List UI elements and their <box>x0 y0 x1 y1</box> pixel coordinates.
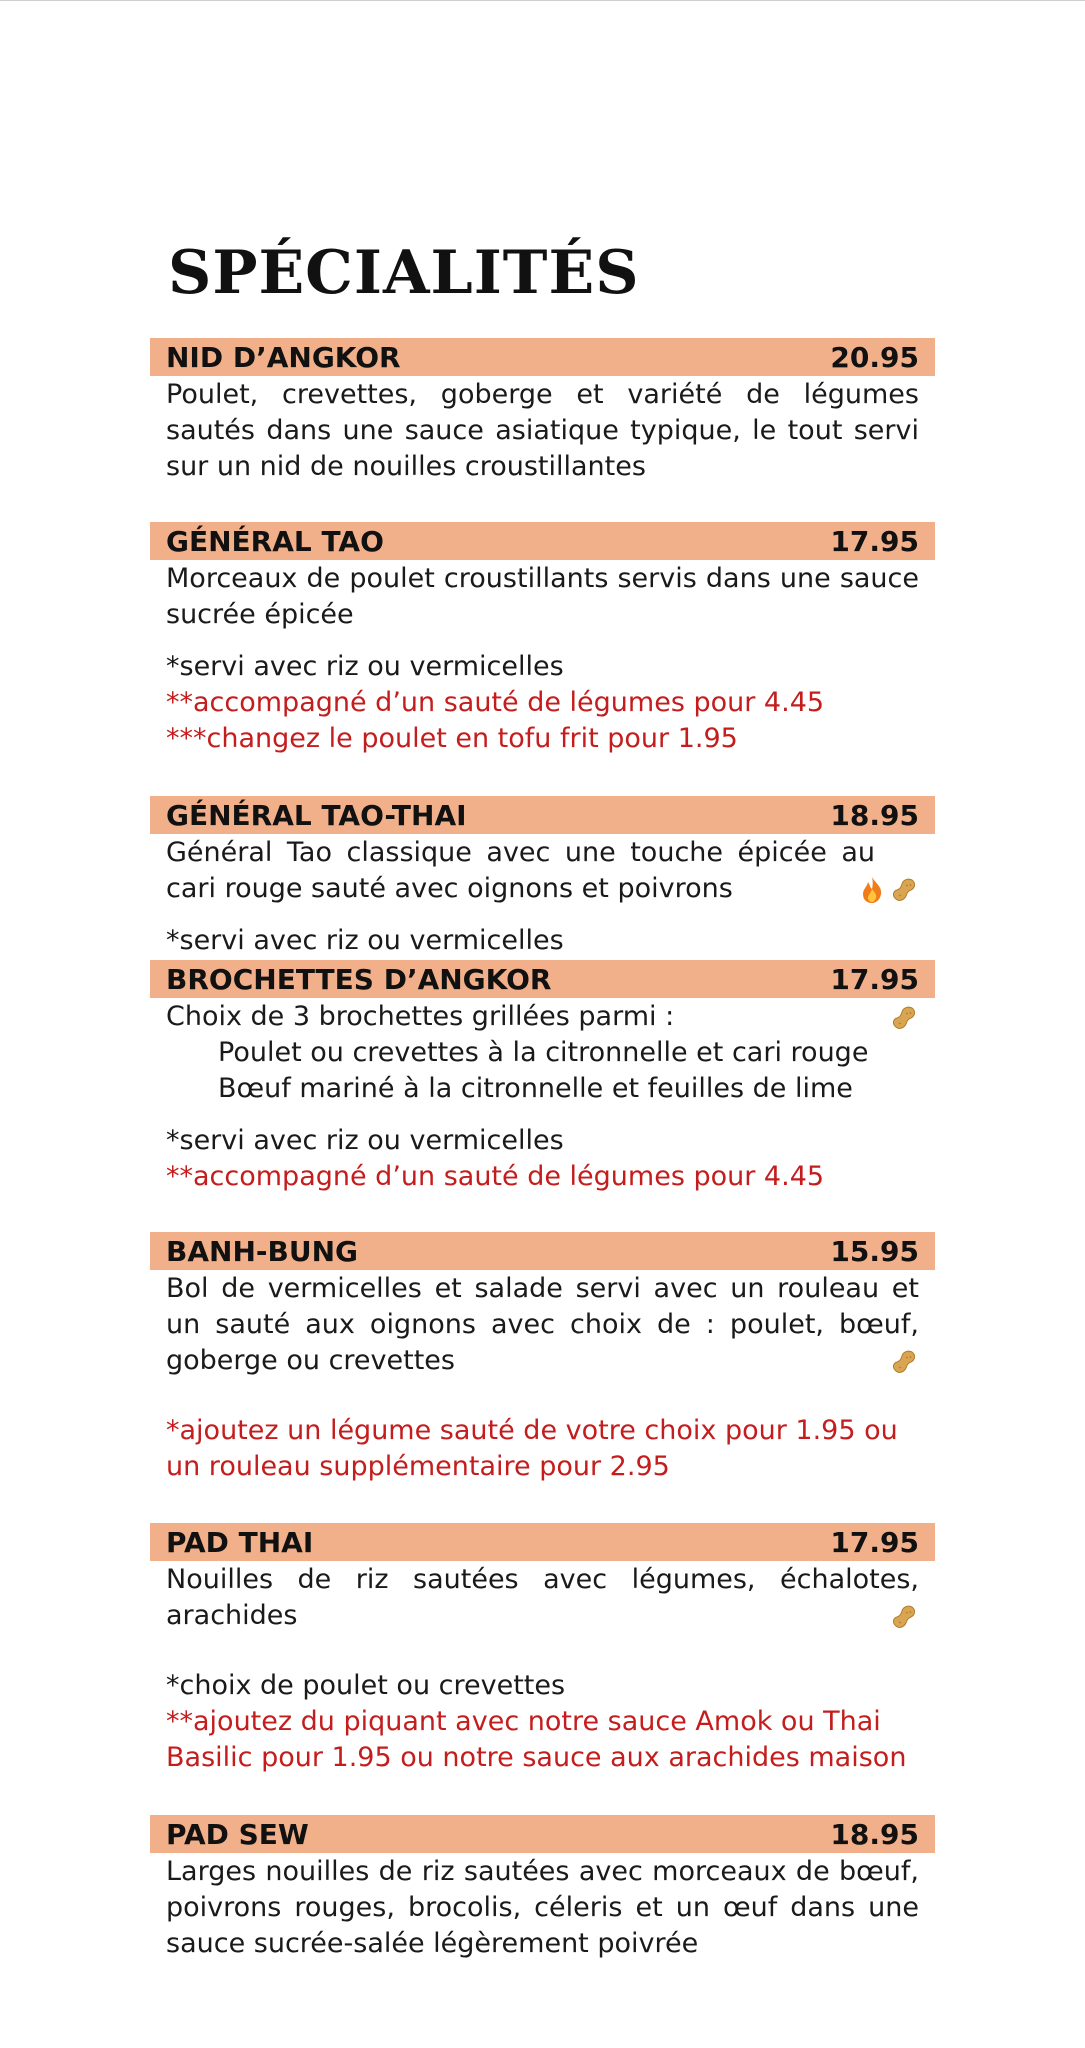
peanut-icon <box>889 1003 919 1033</box>
item-description: Bol de vermicelles et salade servi avec un rouleau et un sauté aux oignons avec choix de : poulet, bœuf, goberge ou crevettes <box>166 1273 919 1376</box>
item-option: Bœuf mariné à la citronnelle et feuilles de lime <box>218 1073 853 1104</box>
item-header <box>150 1815 935 1853</box>
item-description: Choix de 3 brochettes grillées parmi : <box>166 1001 675 1032</box>
item-note: *ajoutez un légume sauté de votre choix pour 1.95 ou un rouleau supplémentaire pour 2.95 <box>166 1415 898 1482</box>
item-icons <box>889 1003 919 1033</box>
top-border <box>0 0 1085 1</box>
item-price: 17.95 <box>830 1525 919 1559</box>
page-title: SPÉCIALITÉS <box>168 238 640 308</box>
item-header <box>150 796 935 834</box>
item-header <box>150 522 935 560</box>
item-price: 15.95 <box>830 1234 919 1268</box>
item-note: *servi avec riz ou vermicelles <box>166 1125 564 1156</box>
item-note: *servi avec riz ou vermicelles <box>166 651 564 682</box>
item-note: **accompagné d’un sauté de légumes pour 4.45 <box>166 687 825 718</box>
item-header <box>150 338 935 376</box>
peanut-icon <box>889 1347 919 1377</box>
item-name: GÉNÉRAL TAO <box>166 524 384 558</box>
item-price: 20.95 <box>830 340 919 374</box>
item-header <box>150 1523 935 1561</box>
item-price: 17.95 <box>830 962 919 996</box>
item-icons <box>889 1602 919 1632</box>
item-description: Larges nouilles de riz sautées avec morceaux de bœuf, poivrons rouges, brocolis, céleris et un œuf dans une sauce sucrée-salée légèrement poivrée <box>166 1856 919 1959</box>
item-note: ***changez le poulet en tofu frit pour 1.95 <box>166 723 738 754</box>
item-name: BROCHETTES D’ANGKOR <box>166 962 552 996</box>
item-name: GÉNÉRAL TAO-THAI <box>166 798 467 832</box>
peanut-icon <box>889 1602 919 1632</box>
item-description: Nouilles de riz sautées avec légumes, échalotes, arachides <box>166 1564 919 1631</box>
item-name: PAD SEW <box>166 1817 309 1851</box>
item-price: 17.95 <box>830 524 919 558</box>
item-note: *servi avec riz ou vermicelles <box>166 925 564 956</box>
item-description: Général Tao classique avec une touche épicée au cari rouge sauté avec oignons et poivrons <box>166 837 875 904</box>
item-option: Poulet ou crevettes à la citronnelle et cari rouge <box>218 1037 869 1068</box>
menu-item-general-tao-thai <box>150 796 935 959</box>
fire-icon <box>857 875 887 905</box>
item-price: 18.95 <box>830 798 919 832</box>
item-header <box>150 960 935 998</box>
menu-item-pad-thai <box>150 1523 935 1776</box>
item-icons <box>857 875 919 905</box>
item-name: BANH-BUNG <box>166 1234 358 1268</box>
item-price: 18.95 <box>830 1817 919 1851</box>
item-note: *choix de poulet ou crevettes <box>166 1670 566 1701</box>
menu-item-pad-sew <box>150 1815 935 1962</box>
item-icons <box>889 1347 919 1377</box>
item-note: **accompagné d’un sauté de légumes pour 4.45 <box>166 1161 825 1192</box>
item-note: **ajoutez du piquant avec notre sauce Amok ou Thai Basilic pour 1.95 ou notre sauce aux arachides maison <box>166 1706 907 1773</box>
item-description: Poulet, crevettes, goberge et variété de légumes sautés dans une sauce asiatique typique, le tout servi sur un nid de nouilles croustillantes <box>166 379 919 482</box>
item-header <box>150 1232 935 1270</box>
menu-item-brochettes-angkor <box>150 960 935 1195</box>
menu-item-general-tao <box>150 522 935 757</box>
menu-item-nid-angkor <box>150 338 935 485</box>
item-name: NID D’ANGKOR <box>166 340 401 374</box>
peanut-icon <box>889 875 919 905</box>
item-description: Morceaux de poulet croustillants servis dans une sauce sucrée épicée <box>166 563 919 630</box>
menu-item-banh-bung <box>150 1232 935 1485</box>
item-name: PAD THAI <box>166 1525 314 1559</box>
